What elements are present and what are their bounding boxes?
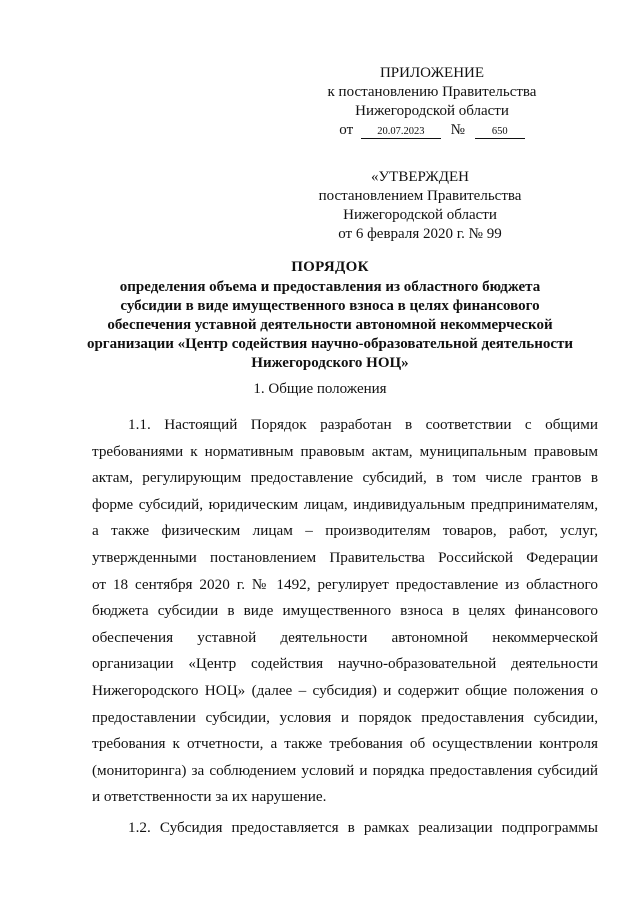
paragraph-1-2 [92,815,598,842]
title-line: обеспечения уставной деятельности автономной некоммерческой [107,317,553,333]
paragraph-line: Нижегородского НОЦ» (далее – субсидия) и содержит общие положения о [92,681,598,699]
appendix-line-1: к постановлению Правительства [327,84,537,100]
paragraph-line: актам, регулирующим предоставление субсидий, в том числе грантов в [92,469,598,487]
paragraph-line: от 18 сентября 2020 г. № 1492, регулирует предоставление из областного [92,575,598,593]
paragraph-line: форме субсидий, юридическим лицам, индивидуальным предпринимателям, [92,495,598,513]
title-line: Нижегородского НОЦ» [251,355,409,371]
body-text [92,412,598,846]
paragraph-line: утвержденными постановлением Правительства Российской Федерации [92,548,598,566]
document-title-block [80,258,580,373]
paragraph-line: бюджета субсидии в виде имущественного взноса в целях финансового [92,602,598,620]
appendix-block [322,64,542,140]
paragraph-line: 1.2. Субсидия предоставляется в рамках реализации подпрограммы [128,818,598,836]
paragraph-line: предоставлении субсидии, условия и порядок предоставления субсидии, [92,708,598,726]
from-label: от [339,122,354,138]
appendix-line-2: Нижегородской области [355,103,509,119]
paragraph-line: организации «Центр содействия научно-образовательной деятельности [92,655,598,673]
decree-number: 650 [475,125,525,139]
appendix-title: ПРИЛОЖЕНИЕ [379,65,485,81]
decree-date: 20.07.2023 [361,125,441,139]
approved-line-2: Нижегородской области [343,207,497,223]
decree-reference [322,121,542,140]
title-line: организации «Центр содействия научно-образовательной деятельности [86,336,574,352]
paragraph-line: 1.1. Настоящий Порядок разработан в соответствии с общими [128,416,598,433]
number-label: № [450,122,465,138]
approved-title: «УТВЕРЖДЕН [371,169,469,185]
title-line: определения объема и предоставления из областного бюджета [119,279,541,295]
paragraph-line: и ответственности за их нарушение. [92,788,327,806]
approved-block [305,168,535,244]
approved-line-1: постановлением Правительства [318,188,522,204]
paragraph-line: а также физическим лицам – производителям товаров, работ, услуг, [92,522,598,540]
paragraph-line: требования к отчетности, а также требования об осуществлении контроля [92,735,598,753]
approved-line-3: от 6 февраля 2020 г. № 99 [338,226,502,242]
paragraph-line: обеспечения уставной деятельности автономной некоммерческой [92,628,598,646]
document-heading: ПОРЯДОК [291,259,369,275]
paragraph-line: (мониторинга) за соблюдением условий и порядка предоставления субсидий [92,761,598,779]
paragraph-1-1 [92,412,598,811]
paragraph-line: требованиями к нормативным правовым актам, муниципальным правовым [92,442,598,460]
title-line: субсидии в виде имущественного взноса в целях финансового [120,298,540,314]
section-title: 1. Общие положения [253,381,387,397]
